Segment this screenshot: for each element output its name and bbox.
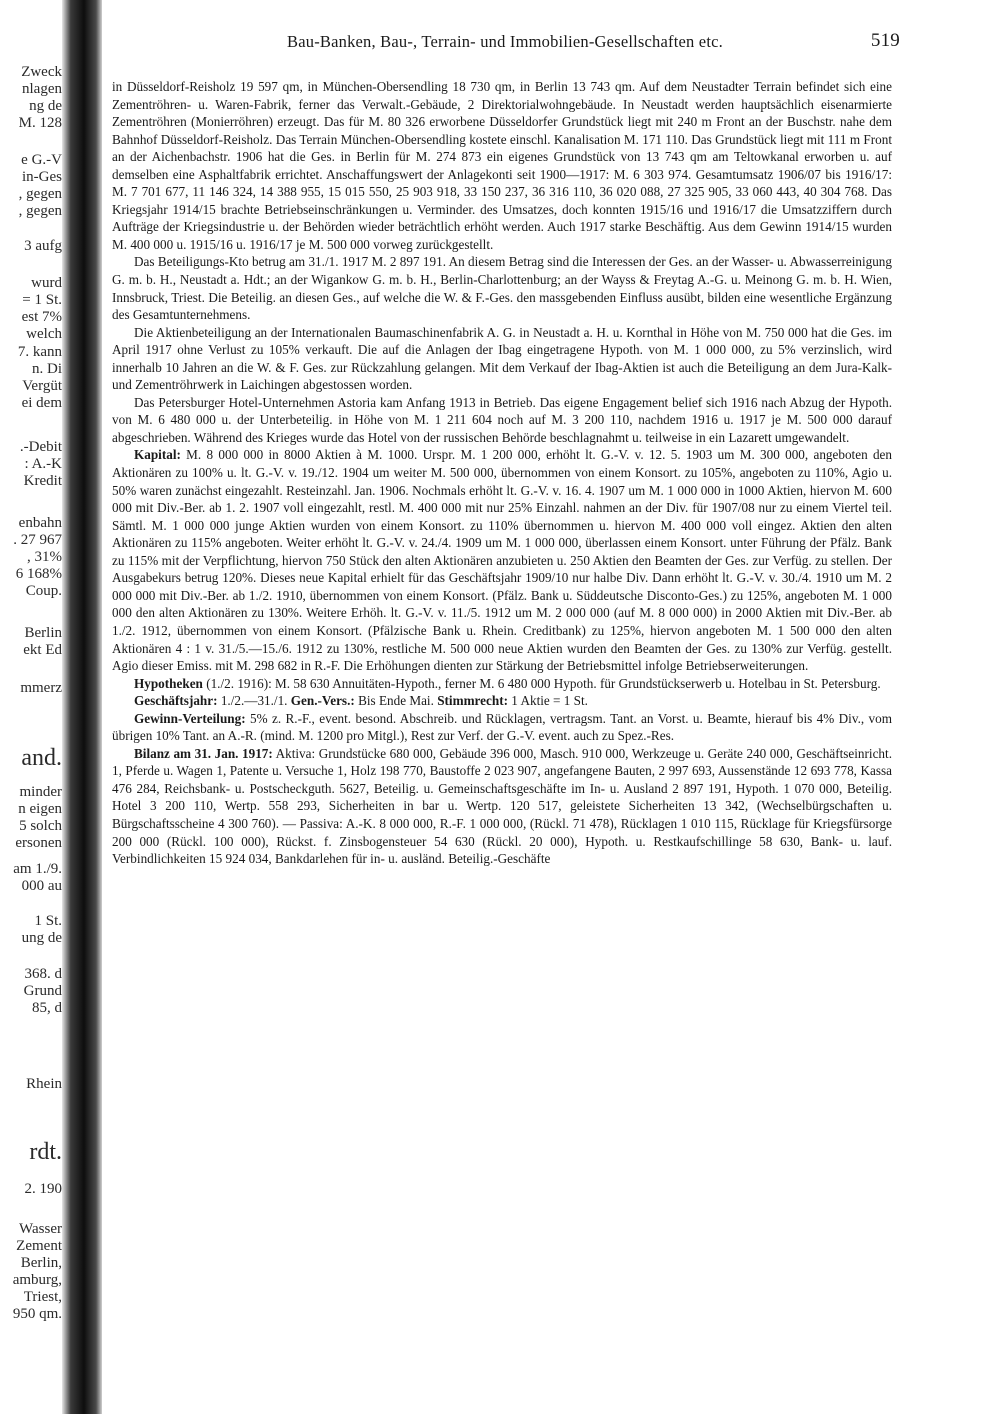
margin-fragment: , gegen — [18, 186, 62, 202]
page-header — [110, 30, 900, 56]
genvers-text: Bis Ende Mai. — [354, 693, 438, 709]
margin-fragment: ekt Ed — [23, 642, 62, 658]
margin-fragment: mmerz — [20, 680, 62, 696]
stimmrecht-label: Stimmrecht: — [437, 693, 508, 709]
margin-fragment: in-Ges — [22, 169, 62, 185]
margin-fragment: Zement — [16, 1238, 62, 1254]
genvers-label: Gen.-Vers.: — [290, 693, 355, 709]
margin-fragment: nlagen — [22, 81, 62, 97]
gewinn-text: 5% z. R.-F., event. besond. Abschreib. und Rücklagen, vertragsm. Tant. an Vorst. u. Beamte, hierauf bis 4% Div., vom übrigen 10% Tant. an A.-R. (mind. M. 1200 pro Mitgl.), Rest zur Verf. der G.-V. event. auch zu Spez.-Res. — [112, 710, 892, 744]
margin-fragment: 000 au — [21, 878, 62, 894]
margin-fragment: Triest, — [23, 1289, 62, 1305]
margin-fragment: 1 St. — [34, 913, 62, 929]
page-body — [112, 78, 892, 868]
paragraph-property-details: in Düsseldorf-Reisholz 19 597 qm, in München-Obersendling 18 730 qm, in Berlin 13 743 qm. Auf dem Neustadter Terrain befindet sich eine Zementröhren- u. Waren-Fabrik, ferner das Verwalt.-Gebäude, 2 Direktorialwohngebäude. In Neustadt werden hauptsächlich eisenarmierte Zementröhren (Monierröhren) erzeugt. Das für M. 80 326 erworbene Düsseldorfer Grundstück liegt mit 240 m Front an der Buschstr. nahe dem Bahnhof Düsseldorf-Reisholz. Das Terrain München-Obersendling kostete einschl. Kanalisation M. 171 110. Das Grundstück liegt mit 111 m Front an der Aichenbachstr. 1906 hat die Ges. in Berlin für M. 274 873 ein eigenes Grundstück von 13 743 qm am Teltowkanal erworben u. auf demselben eine Asphaltfabrik errichtet. Anschaffungswert der Anlagekonti seit 1900—1917: M. 6 303 974. Gesamtumsatz 1906/07 bis 1916/17: M. 7 701 677, 11 146 324, 14 388 955, 15 015 550, 25 903 918, 33 150 237, 36 316 110, 36 020 088, 27 325 905, 33 060 443, 40 304 768. Das Kriegsjahr 1914/15 brachte Betriebseinschränkungen u. Verminder. des Umsatzes, doch konnten 1915/16 und 1916/17 die Umsatzziffern durch Aufträge der Kriegsindustrie u. der Behörden wieder beträchtlich erhöht werden. Auch 1917 starke Beschäftig. Aus dem Gewinn 1914/15 wurden M. 400 000 u. 1915/16 u. 1916/17 je M. 500 000 vorweg zurückgestellt. — [112, 79, 892, 252]
margin-fragment: , gegen — [18, 203, 62, 219]
scan-binding-shadow — [62, 0, 102, 1414]
left-margin-fragments — [0, 56, 62, 1414]
margin-fragment: rdt. — [29, 1139, 62, 1165]
paragraph-ibag-shares: Die Aktienbeteiligung an der Internationalen Baumaschinenfabrik A. G. in Neustadt a. H. u. Kornthal in Höhe von M. 750 000 hat die Ges. im April 1917 ohne Verlust zu 105% verkauft. Die auf die Anlagen der Ibag eingetragene Hypoth. von M. 1 000 000, zu 5% verzinslich, wird innerhalb 10 Jahren an die W. & F. Ges. zur Rückzahlung gelangen. Mit dem Verkauf der Ibag-Aktien ist auch die Beteiligung an dem Jura-Kalk- und Zementröhrwerk in Laichingen abgestossen worden. — [112, 324, 892, 393]
gewinn-label: Gewinn-Verteilung: — [134, 710, 246, 726]
margin-fragment: e G.-V — [21, 152, 62, 168]
running-head: Bau-Banken, Bau-, Terrain- und Immobilien-Gesellschaften etc. — [287, 32, 723, 51]
margin-fragment: Vergüt — [22, 378, 62, 394]
bilanz-label: Bilanz am 31. Jan. 1917: — [134, 745, 273, 761]
paragraph-gewinn-verteilung — [112, 710, 892, 745]
margin-fragment: minder — [19, 784, 62, 800]
margin-fragment: : A.-K — [24, 456, 62, 472]
margin-fragment: Kredit — [23, 473, 62, 489]
stimmrecht-text: 1 Aktie = 1 St. — [508, 693, 588, 709]
margin-fragment: Grund — [23, 983, 62, 999]
margin-fragment: est 7% — [21, 309, 62, 325]
paragraph-geschaeftsjahr — [112, 692, 892, 710]
kapital-label: Kapital: — [134, 447, 181, 463]
margin-fragment: ersonen — [15, 835, 62, 851]
margin-fragment: 950 qm. — [12, 1306, 62, 1322]
paragraph-participations: Das Beteiligungs-Kto betrug am 31./1. 1917 M. 2 897 191. An diesem Betrag sind die Interessen der Ges. an der Wasser- u. Abwasserreinigung G. m. b. H., Neustadt a. Hdt.; an der Wigankow G. m. b. H., Berlin-Charlottenburg; an der Wayss & Freytag A.-G. u. Meinong G. m. b. H. Wien, Innsbruck, Triest. Die Beteilig. an diesen Ges., auf welche die W. & F.-Ges. den massgebenden Einfluss ausübt, bilden eine wesentliche Ergänzung des Gesamtunternehmens. — [112, 254, 892, 323]
margin-fragment: wurd — [31, 275, 62, 291]
margin-fragment: Berlin, — [20, 1255, 62, 1271]
margin-fragment: 6 168% — [15, 566, 62, 582]
margin-fragment: 85, d — [32, 1000, 62, 1016]
margin-fragment: . 27 967 — [13, 532, 62, 548]
hypotheken-text: (1./2. 1916): M. 58 630 Annuitäten-Hypoth., ferner M. 6 480 000 Hypoth. für Grundstückserwerb u. Hotelbau in St. Petersburg. — [202, 675, 881, 691]
margin-fragment: ung de — [21, 930, 62, 946]
paragraph-bilanz — [112, 745, 892, 868]
geschaeftsjahr-text: 1./2.—31./1. — [217, 693, 291, 709]
margin-fragment: and. — [21, 745, 62, 771]
margin-fragment: n. Di — [32, 361, 62, 377]
margin-fragment: 2. 190 — [24, 1181, 62, 1197]
margin-fragment: n eigen — [18, 801, 62, 817]
page-number: 519 — [870, 30, 900, 51]
margin-fragment: ei dem — [21, 395, 62, 411]
margin-fragment: = 1 St. — [22, 292, 62, 308]
margin-fragment: 368. d — [24, 966, 62, 982]
margin-fragment: Coup. — [25, 583, 62, 599]
margin-fragment: ng de — [29, 98, 62, 114]
paragraph-hypotheken — [112, 675, 892, 693]
bilanz-text: Aktiva: Grundstücke 680 000, Gebäude 396 000, Masch. 910 000, Werkzeuge u. Geräte 240 000, Geschäftseinricht. 1, Pferde u. Wagen 1, Patente u. Versuche 1, Holz 198 770, Baustoffe 2 023 907, angefangene Bauten, 2 997 693, Aussenstände 12 693 778, Kassa 476 284, Reichsbank- u. Postscheckguth. 5627, Beteilig. u. Gemeinschaftsgeschäfte im In- u. Ausland 2 897 191, Hypoth. 1 070 000, Beteilig. Hotel 3 200 110, Wertp. 558 293, Sicherheiten in bar u. Wertp. 120 517, geleistete Sicherheiten 13 342, (Wechselbürgschaften u. Bürgschaftsscheine 4 300 760). — Passiva: A.-K. 8 000 000, R.-F. 1 000 000, (Rückl. 71 478), Rücklagen 1 010 115, Rücklage für Kriegsfürsorge 200 000 (Rückl. 100 000), Rückst. f. Zinsbogensteuer 54 630 (Rückl. 20 000), Hypoth. u. Restkaufschillinge 58 630, Bank- u. lauf. Verbindlichkeiten 15 924 034, Bankdarlehen für in- u. ausländ. Beteilig.-Geschäfte — [112, 745, 892, 867]
margin-fragment: M. 128 — [18, 115, 62, 131]
kapital-text: M. 8 000 000 in 8000 Aktien à M. 1000. Urspr. M. 1 200 000, erhöht lt. G.-V. v. 12. 5. 1903 um M. 300 000, angeboten den Aktionären zu 100% u. lt. G.-V. v. 19./12. 1904 um weiter M. 500 000, übernommen von einem Konsort. zu 105%, angeboten zu 110%, Agio u. 50% waren zunächst eingezahlt. Resteinzahl. Jan. 1906. Nochmals erhöht lt. G.-V. v. 16. 4. 1907 um M. 1 000 000 in 1000 Aktien, hiervon M. 600 000 mit Div.-Ber. ab 1. 2. 1907 voll eingezahlt, restl. M. 400 000 mit nur 25% Einzahl. nahmen an der Div. für 1907/08 nur zu einem Viertel teil. Sämtl. M. 1 000 000 junge Aktien wurden von einem Konsort. zu 110% übernommen u. hiervon M. 400 000 voll eingez. Aktien den alten Aktionären zu 115% angeboten. Weiter erhöht lt. G.-V. v. 24./4. 1909 um M. 1 000 000, überlassen einem Konsort. unter Führung der Pfälz. Bank zu 115% mit der Verpflichtung, hiervon 750 Stück den alten Aktionären anzubieten u. 250 Aktien den Beamten der Ges. zur Verfüg. zu stellen. Der Ausgabekurs betrug 120%. Dieses neue Kapital erhielt für das Geschäftsjahr 1909/10 nur halbe Div. Dann erhöht lt. G.-V. v. 30./4. 1910 um M. 2 000 000 mit Div.-Ber. ab 1./2. 1910, übernommen von einem Konsort. (Pfälz. Bank u. Süddeutsche Disconto-Ges.) zu 125%, angeboten M. 1 000 000 den alten Aktionären zu 130%. Weitere Erhöh. lt. G.-V. v. 11./5. 1912 um M. 2 000 000 (auf M. 8 000 000) in 2000 Aktien mit Div.-Ber. ab 1./2. 1912, übernommen von einem Konsort. (Pfälzische Bank u. Rhein. Creditbank) zu 125%, hiervon angeboten M. 1 500 000 den alten Aktionären 4 : 1 v. 31./5.—15./6. 1912 zu 130%, restliche M. 500 000 neue Aktien wurden den Beamten der Ges. zu 130% zur Verfüg. gestellt. Agio dieser Emiss. mit M. 298 682 in R.-F. Die Erhöhungen dienten zur Stärkung der Betriebsmittel infolge Betriebserweiterungen. — [112, 447, 892, 674]
hypotheken-label: Hypotheken — [134, 675, 203, 691]
margin-fragment: Zweck — [21, 64, 62, 80]
margin-fragment: Wasser — [19, 1221, 62, 1237]
margin-fragment: 7. kann — [17, 344, 62, 360]
margin-fragment: welch — [26, 326, 62, 342]
margin-fragment: Berlin — [24, 625, 62, 641]
geschaeftsjahr-label: Geschäftsjahr: — [134, 693, 218, 709]
margin-fragment: .-Debit — [19, 439, 62, 455]
margin-fragment: am 1./9. — [13, 861, 62, 877]
margin-fragment: enbahn — [18, 515, 62, 531]
margin-fragment: 3 aufg — [24, 238, 62, 254]
margin-fragment: , 31% — [27, 549, 62, 565]
paragraph-hotel-astoria: Das Petersburger Hotel-Unternehmen Astoria kam Anfang 1913 in Betrieb. Das eigene Engagement belief sich 1916 nach Abzug der Hypoth. von M. 6 480 000 u. der Unterbeteilig. in Höhe von M. 1 211 604 noch auf M. 3 200 110, nachdem 1916 u. 1917 je M. 500 000 darauf abgeschrieben. Während des Krieges wurde das Hotel von der russischen Behörde beschlagnahmt u. teilweise in ein Lazarett umgewandelt. — [112, 394, 892, 445]
margin-fragment: amburg, — [12, 1272, 62, 1288]
paragraph-kapital — [112, 446, 892, 674]
margin-fragment: 5 solch — [19, 818, 62, 834]
margin-fragment: Rhein — [26, 1076, 62, 1092]
